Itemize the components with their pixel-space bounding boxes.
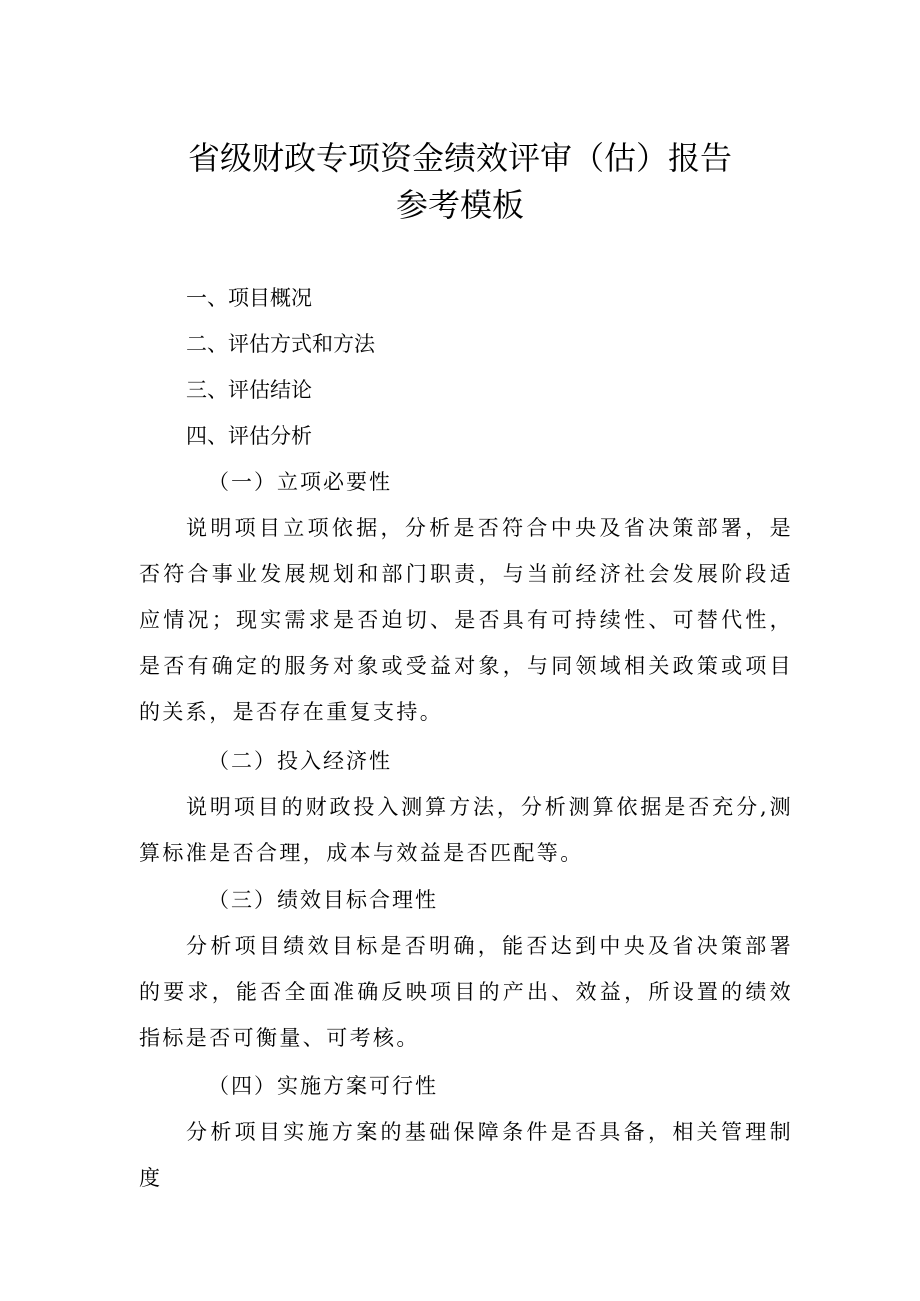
subsection-heading-targets: （三）绩效目标合理性 [208, 888, 438, 912]
section-heading-conclusion: 三、评估结论 [186, 378, 312, 402]
section-heading-analysis: 四、评估分析 [186, 424, 312, 448]
document-subtitle: 参考模板 [395, 186, 524, 224]
paragraph-targets: 分析项目绩效目标是否明确，能否达到中央及省决策部署的要求，能否全面准确反映项目的产出、效益，所设置的绩效指标是否可衡量、可考核。 [139, 934, 793, 1050]
subsection-heading-necessity: （一）立项必要性 [208, 470, 392, 494]
section-heading-methods: 二、评估方式和方法 [186, 332, 375, 356]
subsection-heading-feasibility: （四）实施方案可行性 [208, 1074, 438, 1098]
section-heading-overview: 一、项目概况 [186, 286, 312, 310]
paragraph-necessity: 说明项目立项依据，分析是否符合中央及省决策部署，是否符合事业发展规划和部门职责，与当前经济社会发展阶段适应情况；现实需求是否迫切、是否具有可持续性、可替代性，是否有确定的服务对象或受益对象，与同领域相关政策或项目的关系，是否存在重复支持。 [139, 516, 793, 724]
paragraph-economy: 说明项目的财政投入测算方法，分析测算依据是否充分,测算标准是否合理，成本与效益是否匹配等。 [139, 795, 793, 865]
subsection-heading-economy: （二）投入经济性 [208, 749, 392, 773]
paragraph-feasibility: 分析项目实施方案的基础保障条件是否具备，相关管理制度 [139, 1120, 793, 1190]
document-title: 省级财政专项资金绩效评审（估）报告 [187, 139, 732, 177]
